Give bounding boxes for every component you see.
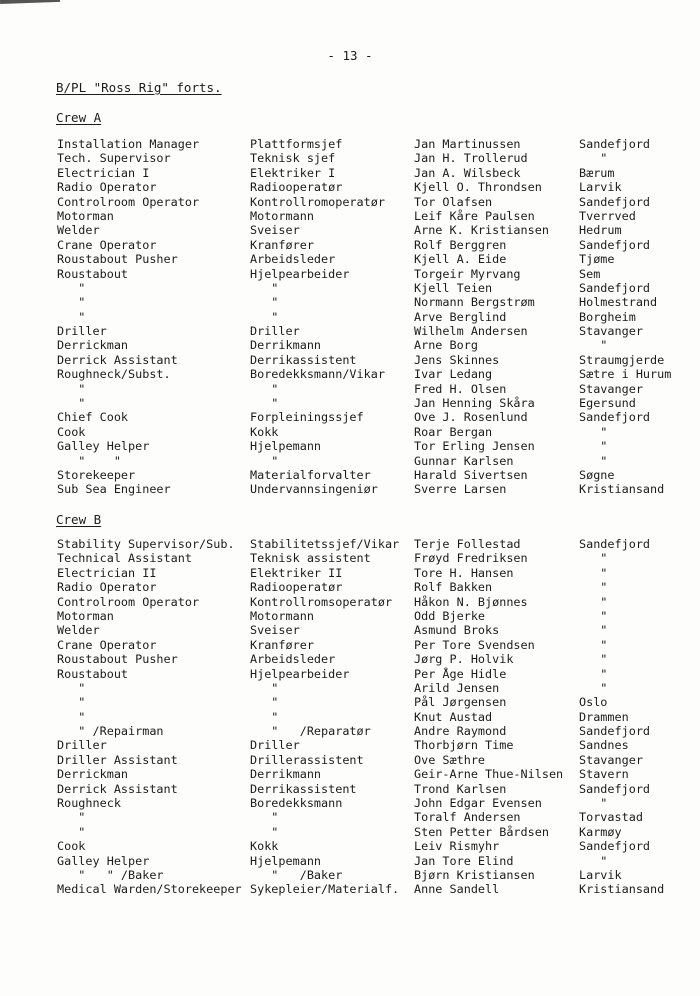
position-norwegian: Drillerassistent [250,752,364,767]
roster-row [0,580,700,594]
crew-member-name: Per Åge Hidle [414,666,507,681]
position-norwegian: Materialforvalter [250,467,371,482]
position-english: " [57,295,86,310]
home-town: Sandefjord [579,237,651,252]
roster-row [0,595,700,609]
crew-member-name: Arild Jensen [414,680,500,695]
roster-row [0,209,700,223]
roster-row [0,652,700,666]
document-title: B/PL "Ross Rig" forts. [56,80,222,95]
home-town: Sætre i Hurum [579,367,672,382]
crew-member-name: Andre Raymond [414,724,507,739]
position-english: " [57,695,86,710]
crew-member-name: Jan Tore Elind [414,853,514,868]
crew-member-name: Gunnar Karlsen [414,453,514,468]
position-english: Stability Supervisor/Sub. [57,537,235,551]
home-town: Sandefjord [579,724,651,739]
position-english: " " [57,453,121,468]
roster-row [0,482,700,496]
home-town: Bærum [579,165,615,180]
position-norwegian: Radiooperatør [250,580,343,595]
roster-row [0,724,700,738]
roster-row [0,382,700,396]
position-norwegian: Elektriker I [250,165,336,180]
position-english: Crane Operator [57,237,157,252]
crew-member-name: Torgeir Myrvang [414,266,521,281]
crew-member-name: Arne K. Kristiansen [414,223,549,238]
position-norwegian: Hjelpearbeider [250,666,350,681]
crew-a-heading: Crew A [56,110,102,125]
position-english: Electrician II [57,565,157,580]
crew-member-name: Jan H. Trollerud [414,151,528,166]
position-english: Roughneck [57,796,121,811]
home-town: Kristiansand [579,882,665,897]
position-norwegian: Undervannsingeniør [250,482,378,497]
home-town: Sandefjord [579,537,651,551]
home-town: " [579,424,608,439]
home-town: Sem [579,266,601,281]
position-english: Crane Operator [57,637,157,652]
position-norwegian: Sykepleier/Materialf. [250,882,400,897]
position-norwegian: " [250,381,279,396]
roster-row [0,295,700,309]
crew-member-name: Ove J. Rosenlund [414,410,528,425]
scan-edge-mark [0,0,60,4]
crew-member-name: Kjell Teien [414,280,493,295]
position-english: Roustabout [57,266,129,281]
position-norwegian: " [250,453,279,468]
crew-member-name: Fred H. Olsen [414,381,507,396]
position-norwegian: Driller [250,738,300,753]
position-english: Derrick Assistant [57,781,178,796]
position-norwegian: Boredekksmann [250,796,343,811]
home-town: Kristiansand [579,482,665,497]
roster-row [0,551,700,565]
crew-member-name: Tore H. Hansen [414,565,514,580]
position-norwegian: Arbeidsleder [250,252,336,267]
home-town: Oslo [579,695,608,710]
position-norwegian: Kontrollromoperatør [250,194,385,209]
position-english: " [57,309,86,324]
crew-member-name: Kjell A. Eide [414,252,507,267]
home-town: Sandefjord [579,137,651,151]
position-norwegian: Motormann [250,608,314,623]
home-town: " [579,680,608,695]
position-norwegian: Forpleiningssjef [250,410,364,425]
home-town: " [579,608,608,623]
position-norwegian: Plattformsjef [250,137,343,151]
roster-row [0,681,700,695]
position-english: " /Repairman [57,724,164,739]
roster-row [0,638,700,652]
position-norwegian: Arbeidsleder [250,652,336,667]
position-english: Installation Manager [57,137,200,151]
roster-row [0,839,700,853]
position-english: Driller [57,324,107,339]
position-english: Galley Helper [57,853,150,868]
crew-member-name: Pål Jørgensen [414,695,507,710]
crew-member-name: John Edgar Evensen [414,796,542,811]
home-town: Stavanger [579,324,643,339]
position-norwegian: Kranfører [250,237,314,252]
home-town: Stavern [579,767,629,782]
home-town: " [579,652,608,667]
roster-row [0,537,700,551]
position-norwegian: Motormann [250,208,314,223]
position-norwegian: Driller [250,324,300,339]
position-english: Derrickman [57,338,129,353]
home-town: Larvik [579,180,622,195]
position-english: Chief Cook [57,410,129,425]
crew-member-name: Sverre Larsen [414,482,507,497]
roster-row [0,882,700,896]
crew-member-name: Arne Borg [414,338,478,353]
position-norwegian: Kokk [250,839,279,854]
position-norwegian: Hjelpemann [250,439,322,454]
home-town: Tverrved [579,208,636,223]
roster-row [0,825,700,839]
crew-member-name: Jørg P. Holvik [414,652,514,667]
position-english: Tech. Supervisor [57,151,171,166]
position-norwegian: " [250,824,279,839]
crew-member-name: Harald Sivertsen [414,467,528,482]
home-town: Borgheim [579,309,636,324]
position-english: " [57,381,86,396]
position-english: Welder [57,223,100,238]
home-town: " [579,623,608,638]
position-english: Driller Assistant [57,752,178,767]
home-town: Sandefjord [579,194,651,209]
home-town: " [579,853,608,868]
roster-row [0,338,700,352]
position-english: Controlroom Operator [57,594,200,609]
position-norwegian: " /Reparatør [250,724,371,739]
crew-member-name: Toralf Andersen [414,810,521,825]
home-town: Tjøme [579,252,615,267]
position-english: Cook [57,839,86,854]
crew-member-name: Ove Sæthre [414,752,486,767]
crew-b-roster [0,537,700,897]
home-town: Sandefjord [579,410,651,425]
position-norwegian: " [250,295,279,310]
roster-row [0,667,700,681]
position-english: " [57,680,86,695]
position-norwegian: Kranfører [250,637,314,652]
roster-row [0,854,700,868]
home-town: Stavanger [579,752,643,767]
roster-row [0,151,700,165]
roster-row [0,439,700,453]
crew-member-name: Jan A. Wilsbeck [414,165,521,180]
roster-row [0,738,700,752]
roster-row [0,468,700,482]
home-town: " [579,796,608,811]
crew-member-name: Anne Sandell [414,882,500,897]
position-norwegian: Sveiser [250,623,300,638]
home-town: " [579,565,608,580]
crew-member-name: Kjell O. Throndsen [414,180,542,195]
position-norwegian: Kontrollromsoperatør [250,594,393,609]
crew-member-name: Sten Petter Bårdsen [414,824,549,839]
position-norwegian: " [250,309,279,324]
position-norwegian: " [250,695,279,710]
roster-row [0,796,700,810]
roster-row [0,180,700,194]
roster-row [0,609,700,623]
home-town: Straumgjerde [579,352,665,367]
position-english: " " /Baker [57,867,164,882]
home-town: Sandefjord [579,280,651,295]
position-english: " [57,280,86,295]
home-town: " [579,453,608,468]
crew-member-name: Jan Henning Skåra [414,396,535,411]
home-town: Egersund [579,396,636,411]
position-english: Sub Sea Engineer [57,482,171,497]
roster-row [0,281,700,295]
home-town: " [579,666,608,681]
home-town: Karmøy [579,824,622,839]
position-english: Motorman [57,208,114,223]
home-town: Sandefjord [579,839,651,854]
crew-member-name: Rolf Berggren [414,237,507,252]
crew-member-name: Tor Erling Jensen [414,439,535,454]
crew-member-name: Arve Berglind [414,309,507,324]
position-english: Roustabout [57,666,129,681]
position-english: Roustabout Pusher [57,652,178,667]
crew-member-name: Geir-Arne Thue-Nilsen [414,767,564,782]
position-norwegian: Derrikmann [250,338,322,353]
crew-a-roster [0,137,700,497]
position-english: Motorman [57,608,114,623]
position-norwegian: Sveiser [250,223,300,238]
position-english: Technical Assistant [57,551,192,566]
home-town: Søgne [579,467,615,482]
position-norwegian: Derrikmann [250,767,322,782]
crew-member-name: Leiv Rismyhr [414,839,500,854]
roster-row [0,252,700,266]
position-english: Driller [57,738,107,753]
roster-row [0,782,700,796]
home-town: Sandnes [579,738,629,753]
crew-member-name: Rolf Bakken [414,580,493,595]
home-town: " [579,551,608,566]
position-english: Derrick Assistant [57,352,178,367]
position-norwegian: Derrikassistent [250,781,357,796]
position-english: Radio Operator [57,180,157,195]
roster-row [0,267,700,281]
crew-member-name: Håkon N. Bjønnes [414,594,528,609]
home-town: Larvik [579,867,622,882]
position-english: " [57,810,86,825]
position-english: Roustabout Pusher [57,252,178,267]
crew-member-name: Jan Martinussen [414,137,521,151]
home-town: Drammen [579,709,629,724]
crew-member-name: Asmund Broks [414,623,500,638]
position-norwegian: Boredekksmann/Vikar [250,367,385,382]
roster-row [0,166,700,180]
position-english: " [57,709,86,724]
position-norwegian: Kokk [250,424,279,439]
roster-row [0,767,700,781]
roster-row [0,310,700,324]
crew-member-name: Bjørn Kristiansen [414,867,535,882]
home-town: " [579,338,608,353]
roster-row [0,137,700,151]
crew-member-name: Terje Follestad [414,537,521,551]
position-norwegian: Derrikassistent [250,352,357,367]
position-english: Controlroom Operator [57,194,200,209]
page-number: - 13 - [327,48,373,63]
crew-member-name: Frøyd Fredriksen [414,551,528,566]
position-english: Medical Warden/Storekeeper [57,882,242,897]
roster-row [0,454,700,468]
roster-row [0,710,700,724]
position-norwegian: Hjelpearbeider [250,266,350,281]
position-english: Storekeeper [57,467,136,482]
position-english: Electrician I [57,165,150,180]
roster-row [0,353,700,367]
position-english: Derrickman [57,767,129,782]
position-english: Welder [57,623,100,638]
home-town: Sandefjord [579,781,651,796]
position-norwegian: " [250,810,279,825]
position-norwegian: " [250,280,279,295]
crew-member-name: Roar Bergan [414,424,493,439]
home-town: " [579,439,608,454]
position-norwegian: Radiooperatør [250,180,343,195]
roster-row [0,410,700,424]
roster-row [0,396,700,410]
position-norwegian: " /Baker [250,867,343,882]
crew-member-name: Jens Skinnes [414,352,500,367]
roster-row [0,195,700,209]
position-norwegian: Teknisk assistent [250,551,371,566]
crew-member-name: Ivar Ledang [414,367,493,382]
roster-row [0,367,700,381]
roster-row [0,425,700,439]
crew-b-heading: Crew B [56,512,102,527]
home-town: " [579,594,608,609]
crew-member-name: Leif Kåre Paulsen [414,208,535,223]
position-norwegian: " [250,396,279,411]
home-town: Stavanger [579,381,643,396]
roster-row [0,753,700,767]
position-english: " [57,824,86,839]
position-english: Roughneck/Subst. [57,367,171,382]
position-english: " [57,396,86,411]
home-town: " [579,151,608,166]
home-town: " [579,637,608,652]
position-norwegian: " [250,709,279,724]
roster-row [0,324,700,338]
crew-member-name: Tor Olafsen [414,194,493,209]
roster-row [0,810,700,824]
roster-row [0,566,700,580]
position-english: Radio Operator [57,580,157,595]
crew-member-name: Wilhelm Andersen [414,324,528,339]
home-town: Hedrum [579,223,622,238]
position-norwegian: " [250,680,279,695]
roster-row [0,238,700,252]
roster-row [0,695,700,709]
position-norwegian: Stabilitetssjef/Vikar [250,537,400,551]
position-english: Galley Helper [57,439,150,454]
position-norwegian: Elektriker II [250,565,343,580]
crew-member-name: Trond Karlsen [414,781,507,796]
roster-row [0,868,700,882]
home-town: Holmestrand [579,295,658,310]
home-town: " [579,580,608,595]
crew-member-name: Odd Bjerke [414,608,486,623]
crew-member-name: Thorbjørn Time [414,738,514,753]
position-norwegian: Teknisk sjef [250,151,336,166]
crew-member-name: Knut Austad [414,709,493,724]
crew-member-name: Normann Bergstrøm [414,295,535,310]
position-norwegian: Hjelpemann [250,853,322,868]
crew-member-name: Per Tore Svendsen [414,637,535,652]
roster-row [0,223,700,237]
home-town: Torvastad [579,810,643,825]
roster-row [0,623,700,637]
position-english: Cook [57,424,86,439]
